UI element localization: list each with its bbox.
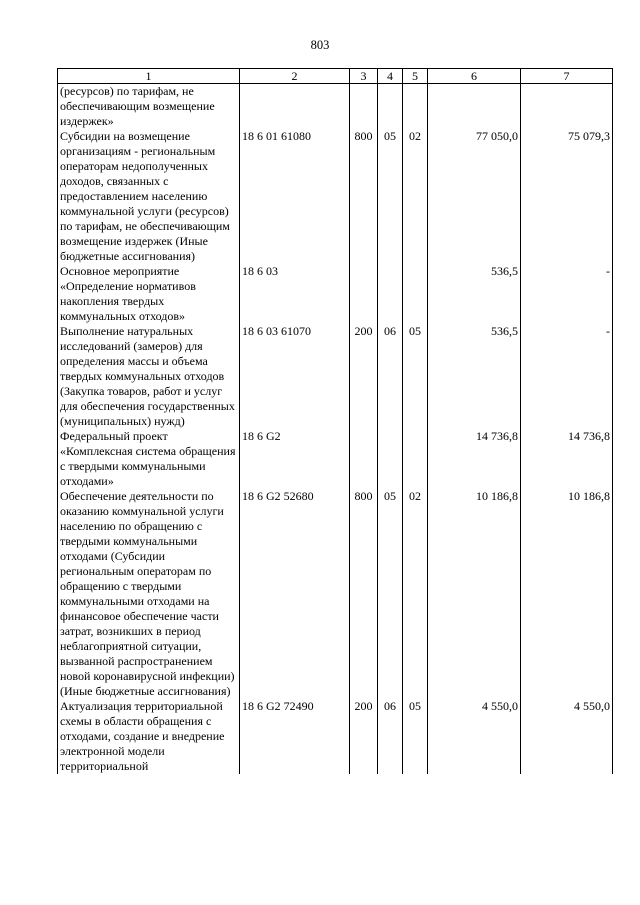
table-row bbox=[58, 429, 613, 489]
row-rz: 06 bbox=[378, 699, 403, 774]
row-code: 18 6 G2 72490 bbox=[240, 699, 350, 774]
row-name: Субсидии на возмещение организациям - региональным операторам недополученных доходов, связанных с предоставлением населению коммунальной услуги (ресурсов) по тарифам, не обеспечивающим возмещение издержек (Иные бюджетные ассигнования) bbox=[58, 129, 240, 264]
col-header-7: 7 bbox=[521, 69, 613, 84]
header-row bbox=[58, 69, 613, 84]
row-pr: 02 bbox=[403, 129, 428, 264]
row-pr bbox=[403, 264, 428, 324]
table-row bbox=[58, 699, 613, 774]
row-vr bbox=[350, 84, 378, 130]
row-code: 18 6 G2 52680 bbox=[240, 489, 350, 699]
row-vr: 800 bbox=[350, 489, 378, 699]
row-vr: 200 bbox=[350, 324, 378, 429]
row-pr: 05 bbox=[403, 699, 428, 774]
row-sum-2 bbox=[521, 84, 613, 130]
row-rz: 05 bbox=[378, 129, 403, 264]
row-pr: 05 bbox=[403, 324, 428, 429]
row-code: 18 6 G2 bbox=[240, 429, 350, 489]
row-pr bbox=[403, 429, 428, 489]
row-vr bbox=[350, 264, 378, 324]
row-sum-1: 536,5 bbox=[428, 264, 521, 324]
row-vr bbox=[350, 429, 378, 489]
row-sum-1 bbox=[428, 84, 521, 130]
table-row bbox=[58, 129, 613, 264]
col-header-6: 6 bbox=[428, 69, 521, 84]
row-sum-2: 4 550,0 bbox=[521, 699, 613, 774]
row-rz: 05 bbox=[378, 489, 403, 699]
col-header-2: 2 bbox=[240, 69, 350, 84]
row-sum-2: 75 079,3 bbox=[521, 129, 613, 264]
row-rz bbox=[378, 84, 403, 130]
row-sum-1: 10 186,8 bbox=[428, 489, 521, 699]
row-pr: 02 bbox=[403, 489, 428, 699]
row-sum-1: 4 550,0 bbox=[428, 699, 521, 774]
row-sum-2: - bbox=[521, 324, 613, 429]
row-vr: 800 bbox=[350, 129, 378, 264]
row-code: 18 6 03 bbox=[240, 264, 350, 324]
row-name: Обеспечение деятельности по оказанию коммунальной услуги населению по обращению с твердыми коммунальными отходами (Субсидии региональным операторам по обращению с твердыми коммунальными отходами на финансовое обеспечение части затрат, возникших в период неблагоприятной ситуации, вызванной распространением новой коронавирусной инфекции) (Иные бюджетные ассигнования) bbox=[58, 489, 240, 699]
row-code: 18 6 01 61080 bbox=[240, 129, 350, 264]
page-number: 803 bbox=[310, 38, 330, 52]
row-sum-2: 14 736,8 bbox=[521, 429, 613, 489]
col-header-4: 4 bbox=[378, 69, 403, 84]
row-vr: 200 bbox=[350, 699, 378, 774]
table-row bbox=[58, 264, 613, 324]
budget-table bbox=[57, 68, 613, 774]
row-name: Актуализация территориальной схемы в области обращения с отходами, создание и внедрение электронной модели территориальной bbox=[58, 699, 240, 774]
row-code: 18 6 03 61070 bbox=[240, 324, 350, 429]
col-header-3: 3 bbox=[350, 69, 378, 84]
row-sum-1: 77 050,0 bbox=[428, 129, 521, 264]
row-name: Федеральный проект «Комплексная система обращения с твердыми коммунальными отходами» bbox=[58, 429, 240, 489]
row-rz bbox=[378, 264, 403, 324]
row-rz bbox=[378, 429, 403, 489]
row-sum-2: 10 186,8 bbox=[521, 489, 613, 699]
row-rz: 06 bbox=[378, 324, 403, 429]
row-name: Выполнение натуральных исследований (замеров) для определения массы и объема твердых коммунальных отходов (Закупка товаров, работ и услуг для обеспечения государственных (муниципальных) нужд) bbox=[58, 324, 240, 429]
row-pr bbox=[403, 84, 428, 130]
row-name: Основное мероприятие «Определение нормативов накопления твердых коммунальных отходов» bbox=[58, 264, 240, 324]
col-header-1: 1 bbox=[58, 69, 240, 84]
table-row bbox=[58, 324, 613, 429]
row-sum-1: 14 736,8 bbox=[428, 429, 521, 489]
table-row bbox=[58, 489, 613, 699]
row-sum-1: 536,5 bbox=[428, 324, 521, 429]
col-header-5: 5 bbox=[403, 69, 428, 84]
row-sum-2: - bbox=[521, 264, 613, 324]
table-row bbox=[58, 84, 613, 130]
row-name: (ресурсов) по тарифам, не обеспечивающим возмещение издержек» bbox=[58, 84, 240, 130]
row-code bbox=[240, 84, 350, 130]
